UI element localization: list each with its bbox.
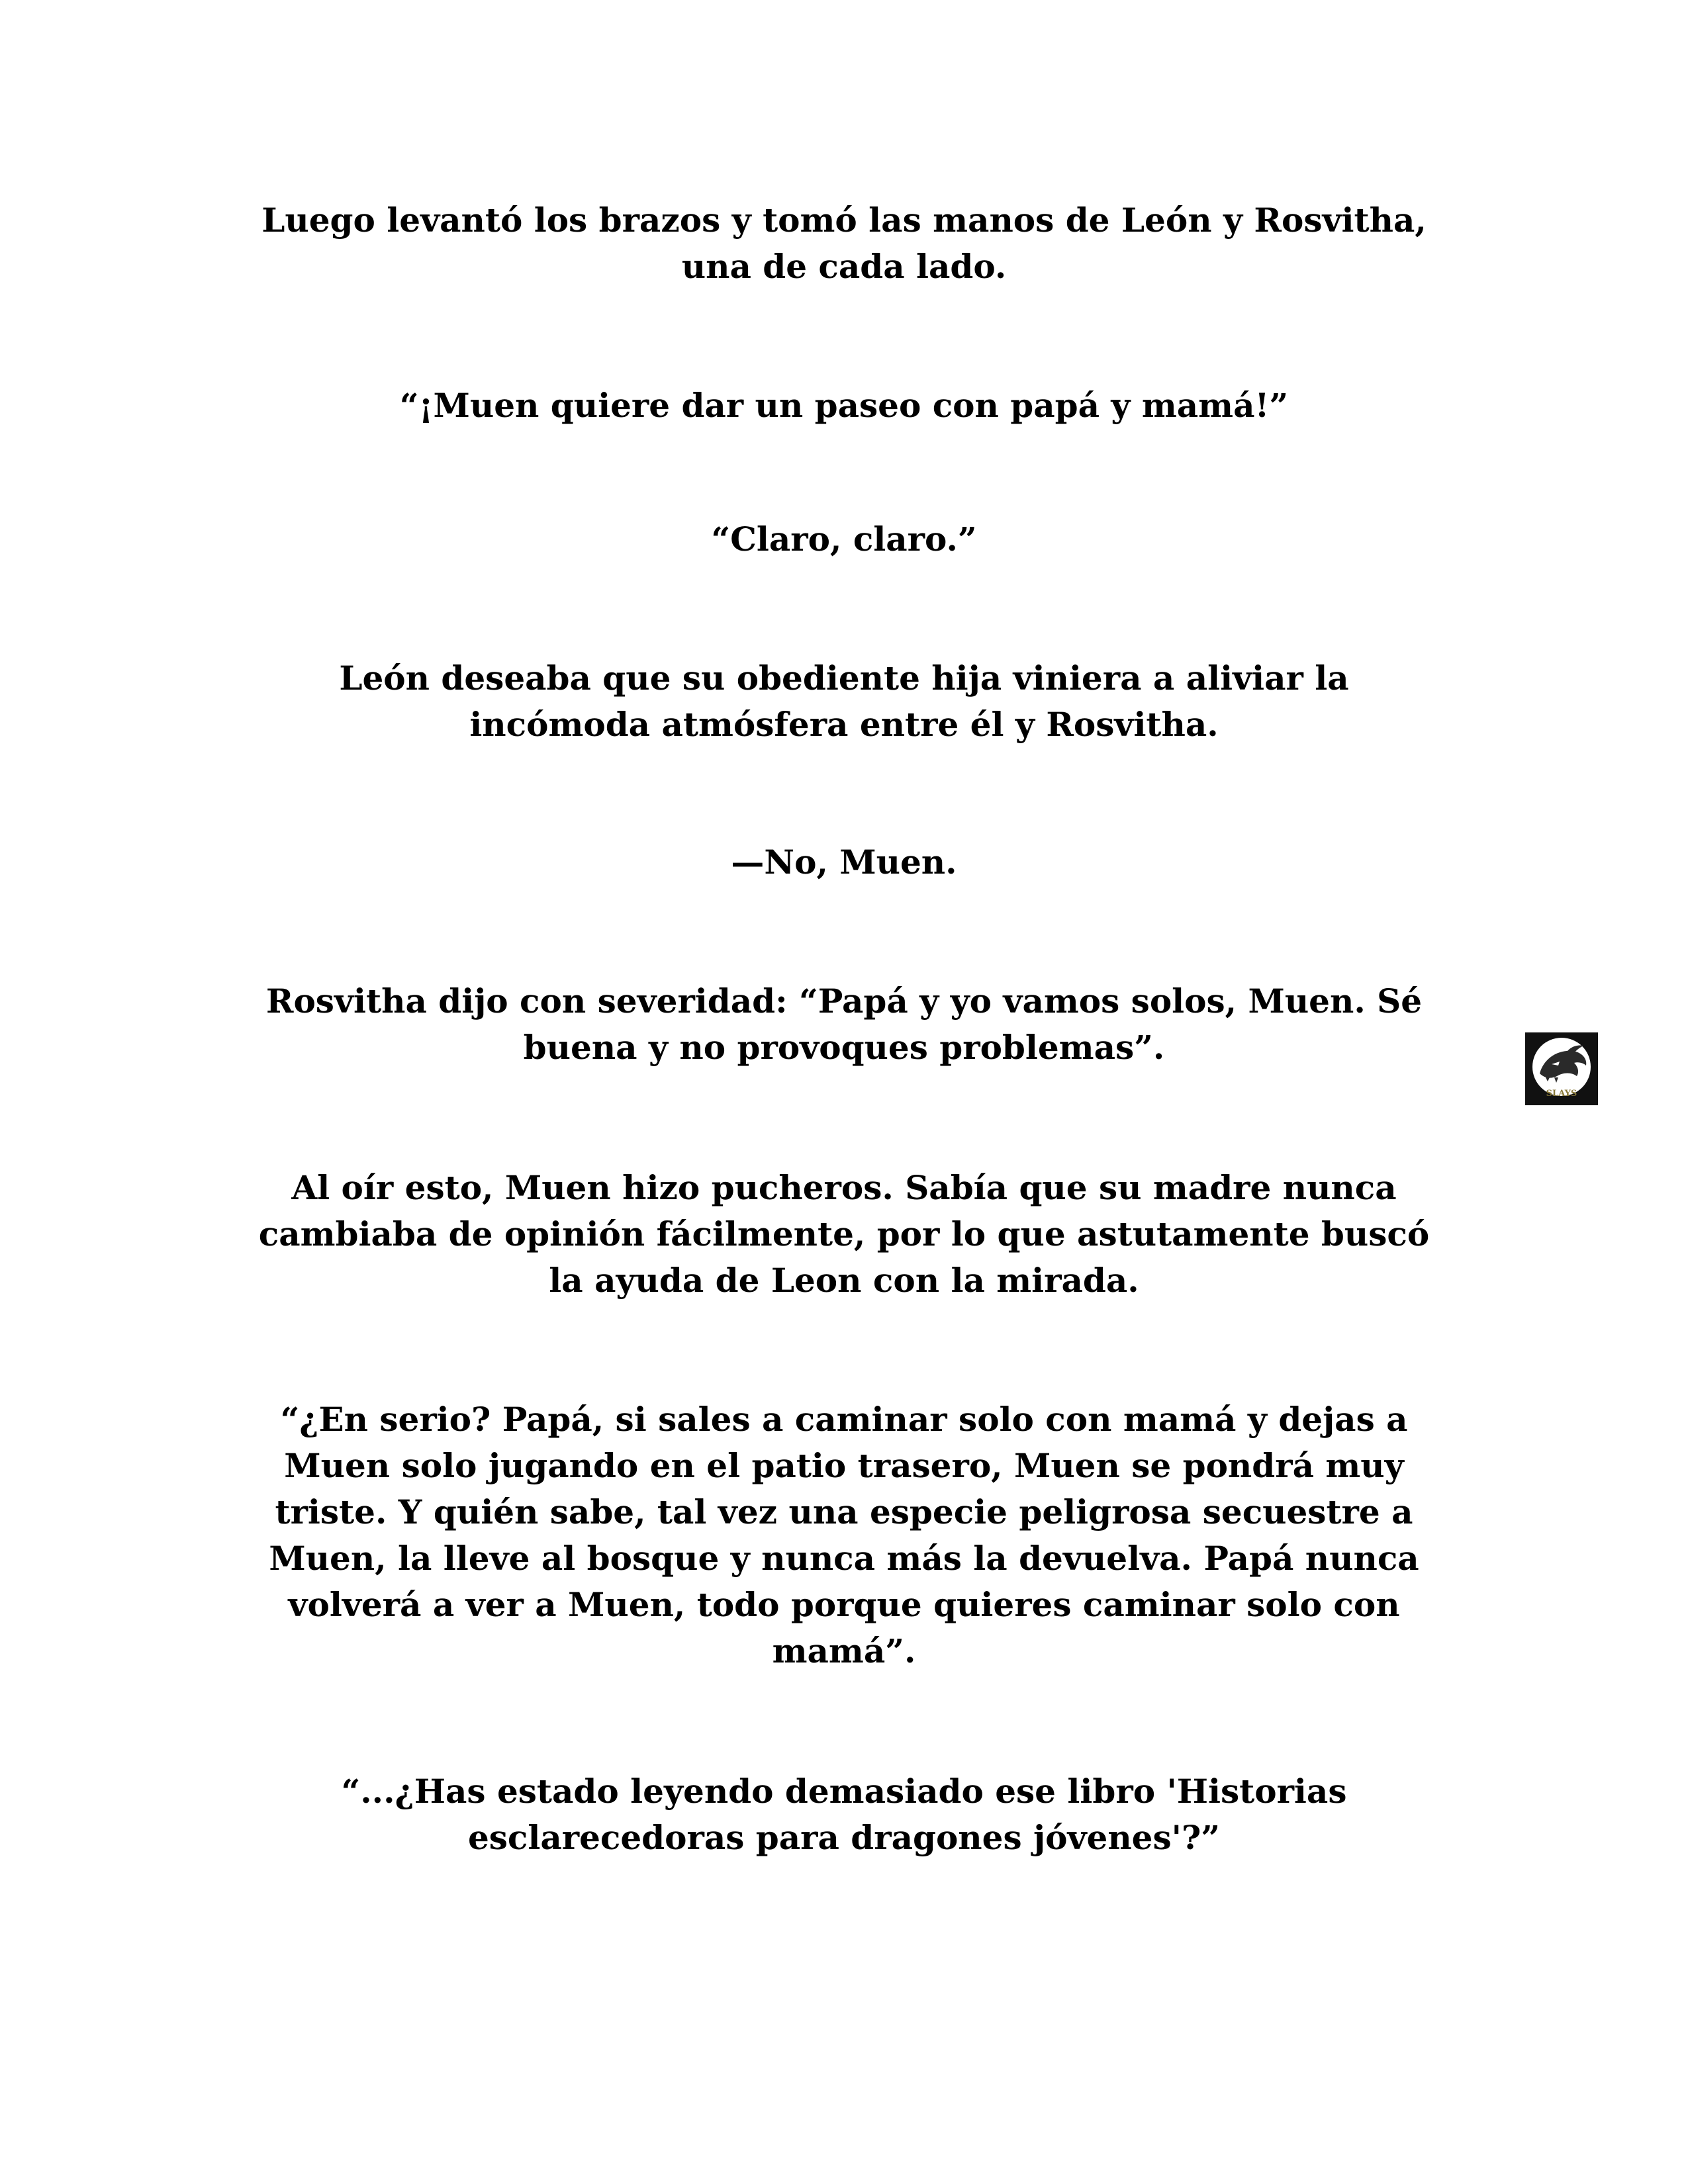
paragraph-4 <box>199 655 1489 748</box>
paragraph-2 <box>199 383 1489 429</box>
text-line: cambiaba de opinión fácilmente, por lo que astutamente buscó <box>258 1214 1430 1253</box>
text-line: Muen, la lleve al bosque y nunca más la devuelva. Papá nunca <box>269 1539 1419 1578</box>
paragraph-7 <box>199 1165 1489 1304</box>
paragraph-6 <box>199 978 1489 1071</box>
text-line: —No, Muen. <box>731 842 957 882</box>
paragraph-8 <box>199 1396 1489 1674</box>
text-line: incómoda atmósfera entre él y Rosvitha. <box>469 705 1219 744</box>
text-line: una de cada lado. <box>681 247 1007 286</box>
text-line: Al oír esto, Muen hizo pucheros. Sabía que su madre nunca <box>291 1168 1397 1207</box>
text-line: “¿En serio? Papá, si sales a caminar solo con mamá y dejas a <box>280 1400 1408 1439</box>
text-line: volverá a ver a Muen, todo porque quieres caminar solo con <box>288 1585 1400 1624</box>
text-line: la ayuda de Leon con la mirada. <box>549 1261 1139 1300</box>
text-line: Luego levantó los brazos y tomó las manos de León y Rosvitha, <box>261 201 1427 240</box>
paragraph-3 <box>199 516 1489 563</box>
text-line: buena y no provoques problemas”. <box>523 1028 1165 1067</box>
watermark-logo <box>1525 1032 1598 1105</box>
text-line: triste. Y quién sabe, tal vez una especie peligrosa secuestre a <box>275 1492 1413 1531</box>
paragraph-5 <box>199 839 1489 886</box>
paragraph-1 <box>199 197 1489 290</box>
text-line: mamá”. <box>772 1631 916 1670</box>
watermark-text: SLAYS <box>1546 1089 1577 1099</box>
text-line: León deseaba que su obediente hija viniera a aliviar la <box>339 659 1349 698</box>
text-line: “¡Muen quiere dar un paseo con papá y mamá!” <box>399 386 1289 425</box>
text-line: esclarecedoras para dragones jóvenes'?” <box>467 1818 1221 1857</box>
text-line: “Claro, claro.” <box>711 520 977 559</box>
text-line: Rosvitha dijo con severidad: “Papá y yo vamos solos, Muen. Sé <box>265 981 1423 1021</box>
text-line: Muen solo jugando en el patio trasero, Muen se pondrá muy <box>284 1446 1404 1485</box>
dragon-head-logo-icon <box>1525 1032 1598 1105</box>
paragraph-9 <box>199 1768 1489 1861</box>
text-line: “...¿Has estado leyendo demasiado ese libro 'Historias <box>341 1772 1347 1811</box>
